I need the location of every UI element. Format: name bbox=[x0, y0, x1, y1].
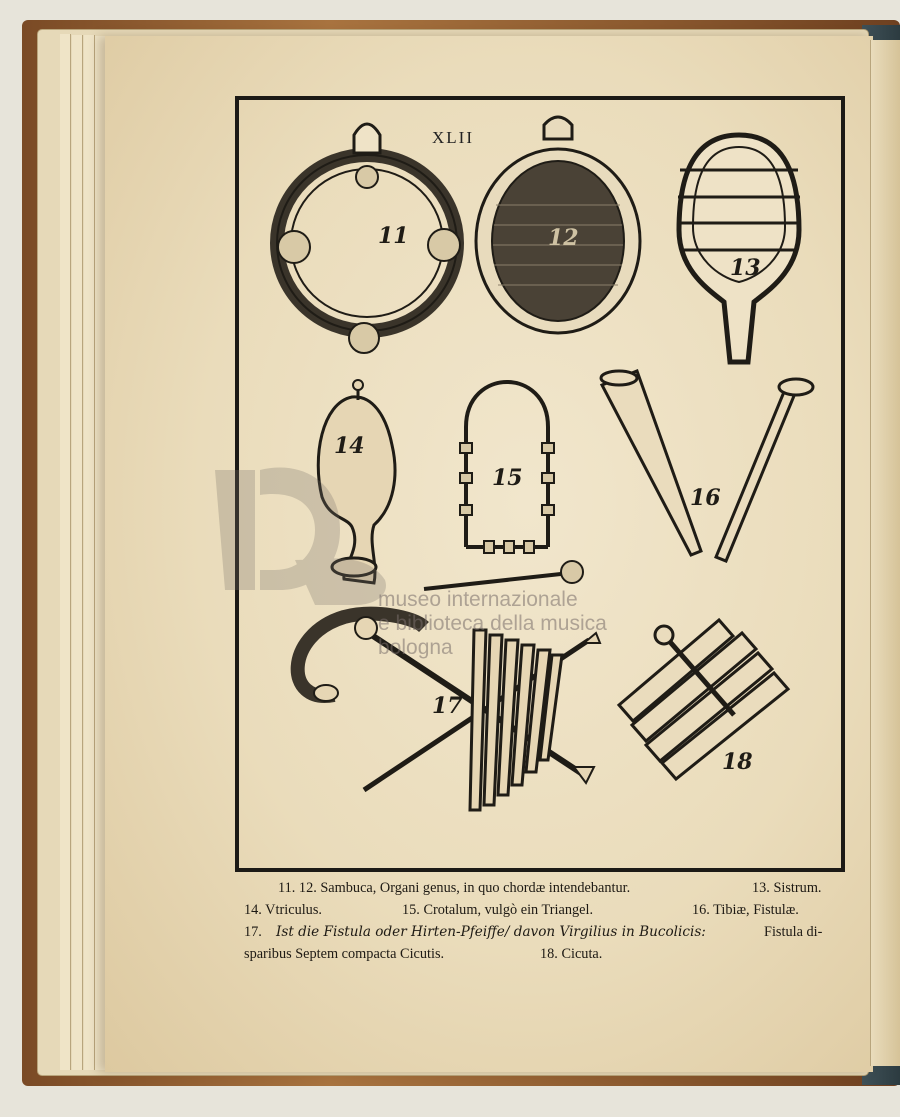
caption-18: 18. Cicuta. bbox=[540, 946, 603, 962]
watermark-line-2: e biblioteca della musica bbox=[378, 612, 607, 635]
figure-label-14: 14 bbox=[334, 433, 365, 459]
caption-17-text: Ist die Fistula oder Hirten-Pfeiffe/ davon Virgilius in Bucolicis: bbox=[276, 924, 706, 940]
facing-page-edge bbox=[870, 40, 900, 1066]
figure-16-tibiae bbox=[601, 371, 813, 561]
figure-label-17: 17 bbox=[432, 693, 463, 719]
caption-15: 15. Crotalum, vulgò ein Triangel. bbox=[402, 902, 594, 918]
figure-11-ring bbox=[277, 124, 460, 353]
figure-label-12: 12 bbox=[548, 225, 579, 251]
figure-label-15: 15 bbox=[492, 465, 523, 491]
caption-line-3 bbox=[244, 921, 850, 943]
page-edge bbox=[60, 34, 71, 1070]
figure-label-11: 11 bbox=[378, 223, 409, 249]
caption-17-end: sparibus Septem compacta Cicutis. bbox=[244, 946, 445, 962]
page-edge bbox=[72, 35, 83, 1070]
figure-label-16: 16 bbox=[690, 485, 721, 511]
plate-number: XLII bbox=[432, 128, 474, 147]
caption-line-4 bbox=[244, 943, 850, 965]
figure-label-18: 18 bbox=[722, 749, 753, 775]
caption-14: 14. Vtriculus. bbox=[244, 902, 322, 918]
plate-caption bbox=[244, 877, 850, 965]
figure-13-sistrum bbox=[678, 135, 800, 362]
watermark-line-1: museo internazionale bbox=[378, 588, 578, 611]
figure-label-13: 13 bbox=[730, 255, 761, 281]
museum-logo-watermark bbox=[205, 440, 405, 620]
caption-16: 16. Tibiæ, Fistulæ. bbox=[692, 902, 799, 918]
page-edge bbox=[84, 35, 95, 1070]
watermark-line-3: bologna bbox=[378, 636, 453, 659]
figure-18-cicuta bbox=[619, 620, 788, 779]
caption-17-number: 17. bbox=[244, 924, 262, 940]
watermark-text bbox=[378, 588, 607, 660]
caption-line-1 bbox=[244, 877, 850, 899]
caption-line-2 bbox=[244, 899, 850, 921]
caption-11-12: 11. 12. Sambuca, Organi genus, in quo chordæ intendebantur. bbox=[278, 880, 631, 896]
caption-17-continued: Fistula di- bbox=[764, 924, 823, 940]
caption-13: 13. Sistrum. bbox=[752, 880, 822, 896]
